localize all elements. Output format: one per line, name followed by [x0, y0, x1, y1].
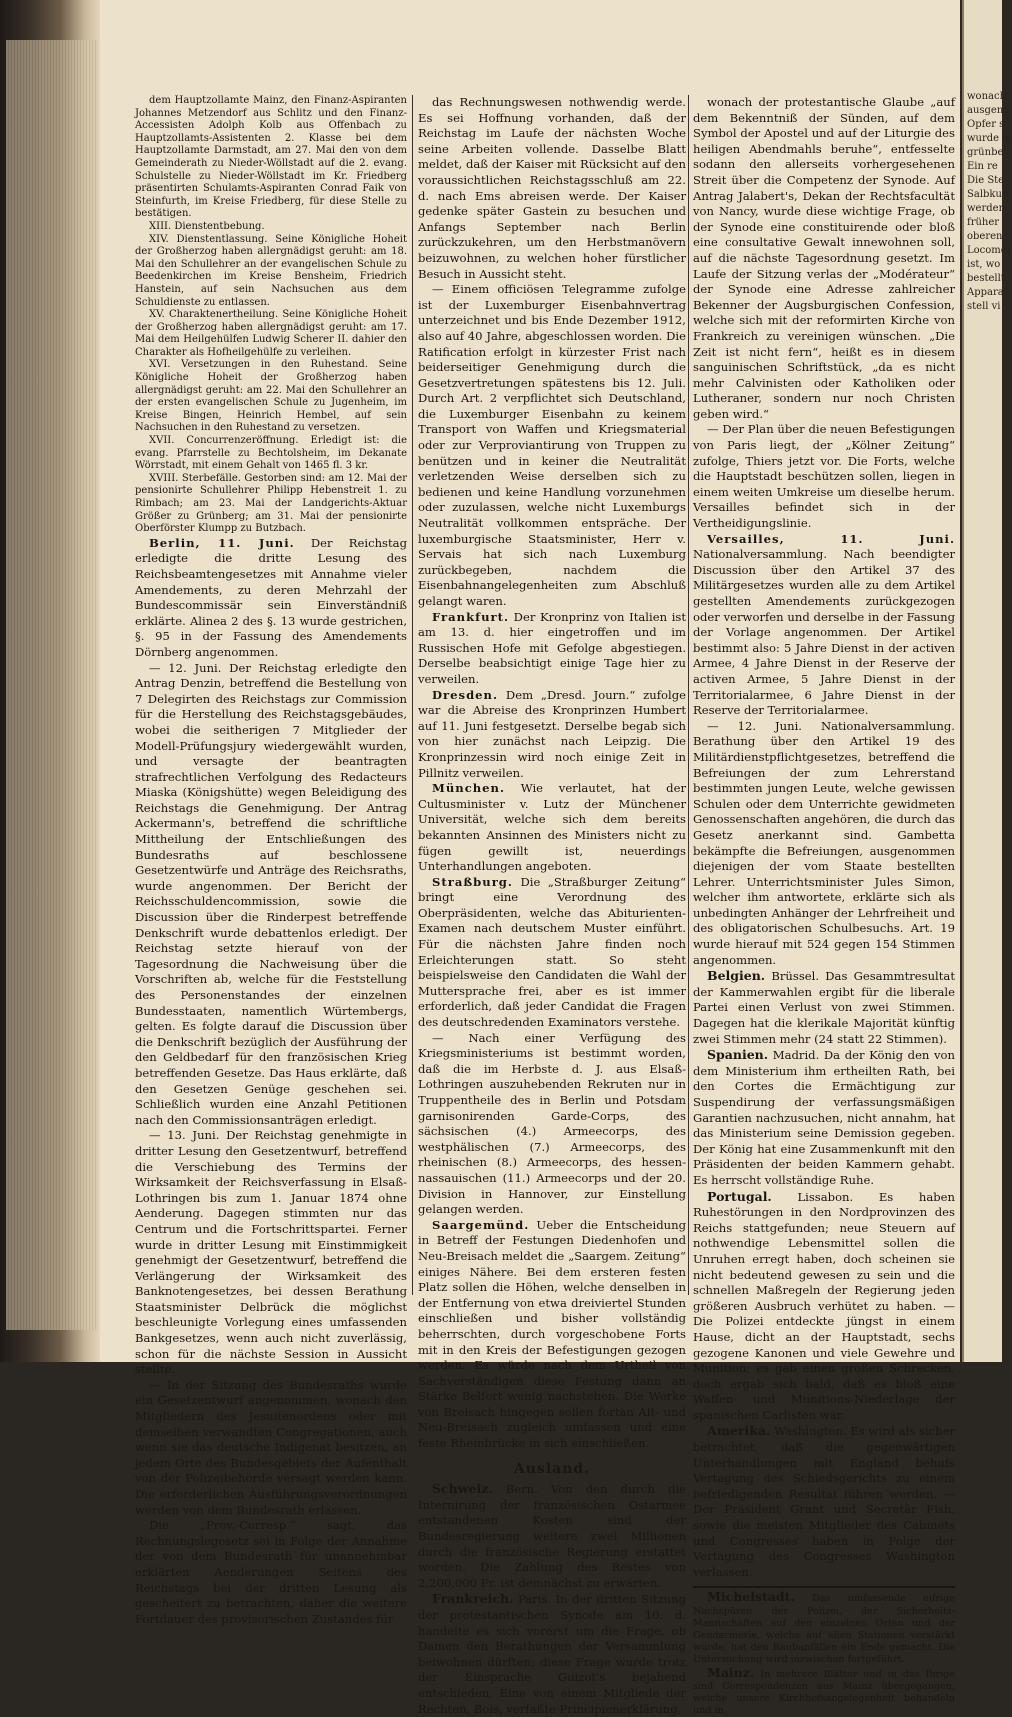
dateline: Mainz. [707, 1664, 755, 1680]
article-paragraph: wonach der protestantische Glaube „auf dem Bekenntniß der Sünden, auf dem Symbol der Apostel und auf der Liturgie des heiligen Abendmahls beruhe“, entfesselte sodann den allerseits vorhergesehenen Streit über die Competenz der Synode. Auf Antrag Jalabert's, Dekan der Rechtsfacultät von Nancy, wurde diese wichtige Frage, ob der Synode eine constituirende oder bloß eine consultative Gewalt innewohnen soll, auf die nächste Tagesordnung gesetzt. Im Laufe der Sitzung verlas der „Modérateur“ der Synode eine Adresse zahlreicher Bekenner der Augsburgischen Confession, welche sich mit der reformirten Kirche von Frankreich zu vereinigen wünschen. „Die Zeit ist nicht fern“, heißt es in diesem sanguinischen Schriftstück, „da es nicht mehr Calvinisten oder Katholiken oder Lutheraner, sondern nur noch Christen geben wird.“ [693, 95, 955, 421]
facing-page-line: ist, wo [967, 259, 1001, 270]
facing-page-fragment [962, 0, 1012, 1362]
paragraph: XVIII. Sterbefälle. Gestorben sind: am 12. Mai der pensionirte Schullehrer Philipp Hebenstreit 1. zu Rimbach; am 23. Mai der Landgerichts-Aktuar Größer zu Grünberg; am 31. Mai der pensionirte Oberförster Klumpp zu Butzbach. [135, 472, 407, 535]
article-paragraph: das Rechnungswesen nothwendig werde. Es sei Hoffnung vorhanden, daß der Reichstag im Laufe der nächsten Woche seine Arbeiten vollende. Dasselbe Blatt meldet, daß der Kaiser mit Rücksicht auf den voraussichtlichen Reichstagsschluß am 22. d. nach Ems abreisen werde. Der Kaiser gedenke später Gastein zu besuchen und Anfangs September nach Berlin zurückzukehren, um den Herbstmanövern beizuwohnen, zu welchen hoher fürstlicher Besuch in Aussicht steht. [418, 95, 686, 281]
dateline: Michelstadt. [707, 1589, 795, 1605]
article-paragraph [418, 1481, 686, 1591]
newspaper-page [100, 0, 960, 1717]
column-2 [418, 95, 687, 1716]
article-paragraph: — 13. Juni. Der Reichstag genehmigte in dritter Lesung den Gesetzentwurf, betreffend die Verschiebung des Termins der Wirksamkeit der Reichsverfassung in Elsaß-Lothringen bis zum 1. Januar 1874 ohne Aenderung. Dagegen stimmten nur das Centrum und die Fortschrittspartei. Ferner wurde in dritter Lesung mit Einstimmigkeit genehmigt der Gesetzentwurf, betreffend die Verlängerung der Wirksamkeit des Banknotengesetzes, bei dessen Berathung Staatsminister Delbrück die möglichst beschleunigte Vorlegung eines umfassenden Bankgesetzes, wenn auch nicht zuverlässig, schon für die nächste Session in Aussicht stellte. [135, 1128, 407, 1377]
country-heading: Frankreich. [432, 1591, 514, 1607]
paragraph: XV. Charaktenertheilung. Seine Königliche Hoheit der Großherzog haben allergnädigst geruht: am 17. Mai dem Heilgehülfen Ludwig Scherer II. dahier den Charakter als Hofheilgehülfe zu verleihen. [135, 309, 407, 358]
article-text: Paris. In der dritten Sitzung der protestantischen Synode am 10. d. handelte es sich vorerst um die Frage, ob Damen den Berathungen der Versammlung beiwohnen dürften; diese Frage wurde trotz der Einsprache Guizot's bejahend entschieden. Eine von einem Mitgliede der Rechten, Bois, verfaßte Principienerklärung, [418, 1592, 687, 1716]
article-paragraph [418, 1591, 686, 1717]
country-heading: Amerika. [707, 1423, 771, 1439]
dateline: Dresden. [432, 687, 499, 702]
article-paragraph [693, 1047, 955, 1188]
paragraph: XVI. Versetzungen in den Ruhestand. Seine Königliche Hoheit der Großherzog haben allergnädigst geruht: am 22. Mai den Schullehrer an der ersten evangelischen Schule zu Jugenheim, im Kreise Bingen, Heinrich Hembel, auf sein Nachsuchen in den Ruhestand zu versetzen. [135, 359, 407, 434]
article-text: Wie verlautet, hat der Cultusminister v. Lutz der Münchener Universität, welche sich dem bereits bekannten Ansinnen des Ministers nicht zu fügen gewillt ist, neuerdings Unterhandlungen angeboten. [418, 781, 686, 874]
article-paragraph [693, 532, 955, 719]
article-text: Nationalversammlung. Nach beendigter Discussion über den Artikel 37 des Militärgesetzes wurden alle zu dem Artikel gestellten Amendements zurückgezogen oder verworfen und derselbe in der Fassung der Vorlage angenommen. Der Artikel bestimmt also: 5 Jahre Dienst in der activen Armee, 4 Jahre Dienst in der Reserve der activen Armee, 5 Jahre Dienst in der Territorialarmee, 6 Jahre Dienst in der Reserve der Territorialarmee. [693, 547, 955, 718]
facing-page-line: früher [967, 217, 1000, 228]
facing-page-line: grünbet, [967, 147, 1011, 158]
local-news-box [693, 1586, 955, 1717]
article-text: Madrid. Da der König den von dem Ministerium ihm ertheilten Rath, bei den Cortes die Ermächtigung zur Suspendirung der verfassungsmäßigen Garantien nachzusuchen, nicht annahm, hat das Ministerium seine Demission gegeben. Der König hat eine Zusammenkunft mit den Präsidenten der beiden Kammern gehabt. Es herrscht vollständige Ruhe. [693, 1048, 955, 1187]
article-text: Der Kronprinz von Italien ist am 13. d. hier eingetroffen und im Russischen Hofe mit Gefolge abgestiegen. Derselbe beabsichtigt einige Tage hier zu verweilen. [418, 609, 687, 686]
column-rule [688, 95, 689, 1295]
article-paragraph [693, 1664, 955, 1717]
article-paragraph [693, 1423, 955, 1580]
country-heading: Belgien. [707, 968, 766, 984]
article-paragraph [693, 968, 955, 1047]
facing-page-line: Salbkuo [967, 189, 1008, 200]
article-paragraph: — Der Plan über die neuen Befestigungen von Paris liegt, der „Kölner Zeitung“ zufolge, Thiers jetzt vor. Die Forts, welche die Hauptstadt beschützen sollen, liegen in einem weiten Umkreise um dieselbe herum. Versailles befindet sich in der Vertheidigungslinie. [693, 422, 955, 531]
article-paragraph: — 12. Juni. Der Reichstag erledigte den Antrag Denzin, betreffend die Bestellung von 7 Delegirten des Reichstags zur Commission für die Herstellung des Reichstagsgebäudes, wobei die seitherigen 7 Mitglieder der Modell-Prüfungsjury wiedergewählt wurden, und versagte der beantragten strafrechtlichen Verfolgung des Redacteurs Miaska (Königshütte) wegen Beleidigung des Reichstags die Genehmigung. Der Antrag Ackermann's, betreffend die schriftliche Mittheilung der Entschließungen des Bundesraths auf beschlossene Gesetzentwürfe und Anträge des Reichsraths, wurde angenommen. Der Bericht der Reichsschuldencommission, sowie die Discussion über die Rinderpest betreffende Denkschrift wurde debattenlos erledigt. Der Reichstag setzte hierauf von der Tagesordnung die Nachweisung über die Vorschriften ab, welche für die Feststellung des Personenstandes der einzelnen Bundesstaaten, namentlich Würtembergs, gelten. Es folgte darauf die Discussion über die Denkschrift bezüglich der Ausführung der den Geldbedarf für den französischen Krieg betreffenden Gesetze. Das Haus erklärte, daß den Gesetzen Genüge geschehen sei. Schließlich wurden eine Anzahl Petitionen nach den Commissionsanträgen erledigt. [135, 660, 407, 1127]
article-paragraph: — Nach einer Verfügung des Kriegsministeriums ist bestimmt worden, daß die im Herbste d. J. aus Elsaß-Lothringen auszuhebenden Rekruten nur in Truppentheile des in Berlin und Potsdam garnisonirenden Garde-Corps, des sächsischen (4.) Armeecorps, des westphälischen (7.) Armeecorps, des rheinischen (8.) Armeecorps, des hessen-nassauischen (11.) Armeecorps und der 20. Division in Hannover, zur Einstellung gelangen werden. [418, 1030, 686, 1217]
facing-page-line: Die Ste [967, 175, 1005, 186]
facing-page-line: Apparat [967, 287, 1008, 298]
facing-page-line: Opfer s [967, 119, 1005, 130]
article-paragraph [693, 1189, 955, 1424]
dateline: München. [432, 781, 506, 796]
column-3 [693, 95, 956, 1717]
facing-page-line: wonach [967, 91, 1007, 102]
article-text: In mehrere Blätter und in das Ihrige sind Correspondenzen aus Mainz übergegangen, welche unsere Kirchhofsangelegenheit behandeln und in [693, 1668, 955, 1717]
facing-page-text [964, 0, 1012, 314]
article-text: Die „Straßburger Zeitung“ bringt eine Verordnung des Oberpräsidenten, welche das Abiturienten-Examen nach deutschem Muster einführt. Für die nächsten Jahre finden noch Erleichterungen statt. So steht beispielsweise den Candidaten die Wahl der Muttersprache frei, aber es ist immer erforderlich, daß jeder Candidat die Fragen des deutschredenden Examinators verstehe. [418, 874, 686, 1030]
article-paragraph [693, 1591, 955, 1666]
facing-page-line: oberen [967, 231, 1003, 242]
dateline: Frankfurt. [432, 609, 510, 624]
paragraph: XIV. Dienstentlassung. Seine Königliche Hoheit der Großherzog haben allergnädigst geruht: am 18. Mai den Schullehrer an der evangelischen Schule zu Beedenkirchen im Kreise Bensheim, Friedrich Hanstein, auf sein Nachsuchen aus dem Schuldienste zu entlassen. [135, 233, 407, 308]
country-heading: Portugal. [707, 1188, 772, 1204]
article-text: Brüssel. Das Gesammtresultat der Kammerwahlen ergibt für die liberale Partei einen Verlust von zwei Stimmen. Dagegen hat die klerikale Majorität künftig zwei Stimmen mehr (24 statt 22 Stimmen). [693, 969, 955, 1046]
article-paragraph [135, 536, 407, 661]
facing-page-line: stell vi [967, 301, 1001, 312]
facing-page-line: bestellt [967, 273, 1005, 284]
article-text: Bern. Von den durch die Internirung der französischen Ostarmee entstandenen Kosten sind der Bundesregierung weitere zwei Millionen durch die französische Regierung erstattet worden. Die Zahlung des Restes von 2,200,000 Fr. ist demnächst zu erwarten. [418, 1482, 687, 1590]
article-paragraph: — Einem officiösen Telegramme zufolge ist der Luxemburger Eisenbahnvertrag unterzeichnet und bis Ende Dezember 1912, also auf 40 Jahre, abgeschlossen worden. Die Ratification erfolgt in kürzester Frist nach beiderseitiger Genehmigung durch die Gesetzvertretungen spätestens bis 12. Juli. Durch Art. 2 verpflichtet sich Deutschland, die Luxemburger Eisenbahn zu keinem Transport von Waffen und Kriegsmaterial oder zur Verproviantirung von Truppen zu benützen und in keiner die Neutralität verletzenden Weise derselben sich zu bedienen und keine Handlung vorzunehmen oder zuzulassen, welche nicht Luxemburgs Neutralität vollkommen entspräche. Der luxemburgische Staatsminister, Herr v. Servais hat sich nach Luxemburg zurückbegeben, nachdem die Eisenbahnangelegenheiten zum Abschluß gelangt waren. [418, 282, 686, 608]
column-1 [135, 95, 407, 1626]
section-heading: Ausland. [513, 1460, 591, 1477]
article-text: Der Reichstag erledigte die dritte Lesung des Reichsbeamtengesetzes mit Annahme vieler Amendements, zu deren Mehrzahl der Bundescommissär sein Einverständniß erklärte. Alinea 2 des §. 13 wurde gestrichen, §. 95 in der Fassung des Amendements Dörnberg angenommen. [135, 535, 407, 659]
article-paragraph [418, 875, 686, 1031]
article-paragraph [418, 781, 686, 875]
article-text: Ueber die Entscheidung in Betreff der Festungen Diedenhofen und Neu-Breisach meldet die „Saargem. Zeitung“ einiges Nähere. Bei dem ersteren festen Platz sollen die Höhen, welche denselben in der Entfernung von etwa dreiviertel Stunden einschließen und bisher vollständig beherrschten, durch vorgeschobene Forts mit in den Kreis der Befestigungen gezogen werden. Es würde nach dem Urtheil von Sachverständigen diese Festung dann an Stärke Belfort wenig nachstehen. Die Werke von Breisach hingegen sollen fortan Alt- und Neu-Breisach zugleich umfassen und eine feste Rheinbrücke in sich einschließen. [418, 1217, 687, 1451]
dateline: Straßburg. [432, 874, 513, 889]
page-edge-stack [6, 40, 98, 1330]
facing-page-line: Locomot [967, 245, 1011, 256]
dateline: Berlin, 11. Juni. [149, 535, 295, 550]
dateline: Versailles, 11. Juni. [707, 531, 955, 546]
country-heading: Spanien. [707, 1047, 769, 1063]
article-paragraph: — In der Sitzung des Bundesraths wurde ein Gesetzentwurf angenommen, wonach den Mitgliedern des Jesuitenordens oder mit demselben verwandten Congregationen, auch wenn sie das deutsche Indigenat besitzen, an jedem Orte des Bundesgebiets der Aufenthalt von der Polizeibehörde versagt werden kann. Die erforderlichen Ausführungsverordnungen werden von dem Bundesrath erlassen. [135, 1377, 407, 1517]
paragraph: XIII. Dienstentbebung. [149, 220, 265, 232]
facing-page-line: werden [967, 203, 1006, 214]
article-paragraph: — 12. Juni. Nationalversammlung. Berathung über den Artikel 19 des Militärdienstpflichtgesetzes, betreffend die Befreiungen der zum Lehrerstand bestimmten jungen Leute, welche gewissen Schulen oder dem Unterrichte gewidmeten Genossenschaften angehören, die durch das Gesetz anerkannt sind. Gambetta bekämpfte die Befreiungen, ausgenommen diejenigen der vom Staate bestellten Lehrer. Unterrichtsminister Jules Simon, welcher ihm antwortete, erklärte sich als unbedingten Anhänger der Lehrfreiheit und des obligatorischen Schulbesuchs. Art. 19 wurde hierauf mit 524 gegen 154 Stimmen angenommen. [693, 718, 955, 967]
paragraph: XVII. Concurrenzeröffnung. Erledigt ist: die evang. Pfarrstelle zu Bechtolsheim, im Dekanate Wörrstadt, mit einem Gehalt von 1465 fl. 3 kr. [135, 435, 407, 472]
article-paragraph [418, 1218, 686, 1452]
article-paragraph [418, 688, 686, 782]
article-text: Washington. Es wird als sicher betrachtet, daß die gegenwärtigen Unterhandlungen mit England behufs Vertagung des Schiedsgerichts zu einem befriedigenden Resultat führen werden. — Der Präsident Grant und Secretär Fish, sowie die meisten Mitglieder des Cabinets und Congresses haben in Folge der Vertagung des Congresses Washington verlassen. [693, 1424, 956, 1579]
column-rule [412, 95, 413, 1295]
country-heading: Schweiz. [432, 1481, 493, 1497]
facing-page-line: ausgeno [967, 105, 1010, 116]
paragraph: dem Hauptzollamte Mainz, den Finanz-Aspiranten Johannes Metzendorf aus Schlitz und den Finanz-Accessisten Adolph Kolb aus Offenbach zu Hauptzollamts-Assistenten 2. Klasse bei dem Hauptzollamte Darmstadt, am 27. Mai den von dem Gemeinderath zu Nieder-Wöllstadt auf die 2. evang. Schulstelle zu Nieder-Wöllstadt im Kr. Friedberg präsentirten Schulamts-Aspiranten Conrad Faik von Steinfurth, im Kreise Friedberg, für diese Stelle zu bestätigen. [135, 95, 407, 220]
facing-page-line: Ein re [967, 161, 998, 172]
article-text: Das umfassende eifrige Nachspüren der Polizei, der Sicherheits-Mannschaften auf den einzelnen Orten und der Gendarmerie, welche auf allen Stationen verstärkt wurde, hat den Raubanfällen ein Ende gemacht. Die Untersuchung wird inzwischen fortgeführt. [693, 1593, 955, 1666]
article-paragraph [418, 610, 686, 688]
article-text: Dem „Dresd. Journ.“ zufolge war die Abreise des Kronprinzen Humbert auf 11. Juni festgesetzt. Derselbe begab sich von hier zunächst nach Leipzig. Die Kronprinzessin wird noch einige Zeit in Pillnitz verweilen. [418, 687, 687, 780]
article-text: Lissabon. Es haben Ruhestörungen in den Nordprovinzen des Reichs stattgefunden; neue Steuern auf nothwendige Lebensmittel sollen die Unruhen erregt haben, doch scheinen sie nicht bedeutend gewesen zu sein und die schnellen Maßregeln der Regierung jeden größeren Ausbruch verhütet zu haben. — Die Polizei entdeckte jüngst in einem Hause, dicht an der Hauptstadt, sechs gezogene Kanonen und viele Gewehre und Munition; es gab einen großen Schrecken, doch ergab sich bald, daß es bloß eine Waffen- und Munitions-Niederlage der spanischen Carlisten war. [693, 1189, 956, 1422]
facing-page-line: wurde bi [967, 133, 1012, 144]
article-paragraph: Die „Prov.-Corresp.“ sagt, das Rechnungslegesetz sei in Folge der Annahme der von dem Bundesrath für unannehmbar erklärten Aenderungen Seitens des Reichstags bei der dritten Lesung als gescheitert zu betrachten, daher die weitere Fortdauer des provisorischen Zustandes für [135, 1518, 407, 1626]
dateline: Saargemünd. [432, 1217, 530, 1232]
